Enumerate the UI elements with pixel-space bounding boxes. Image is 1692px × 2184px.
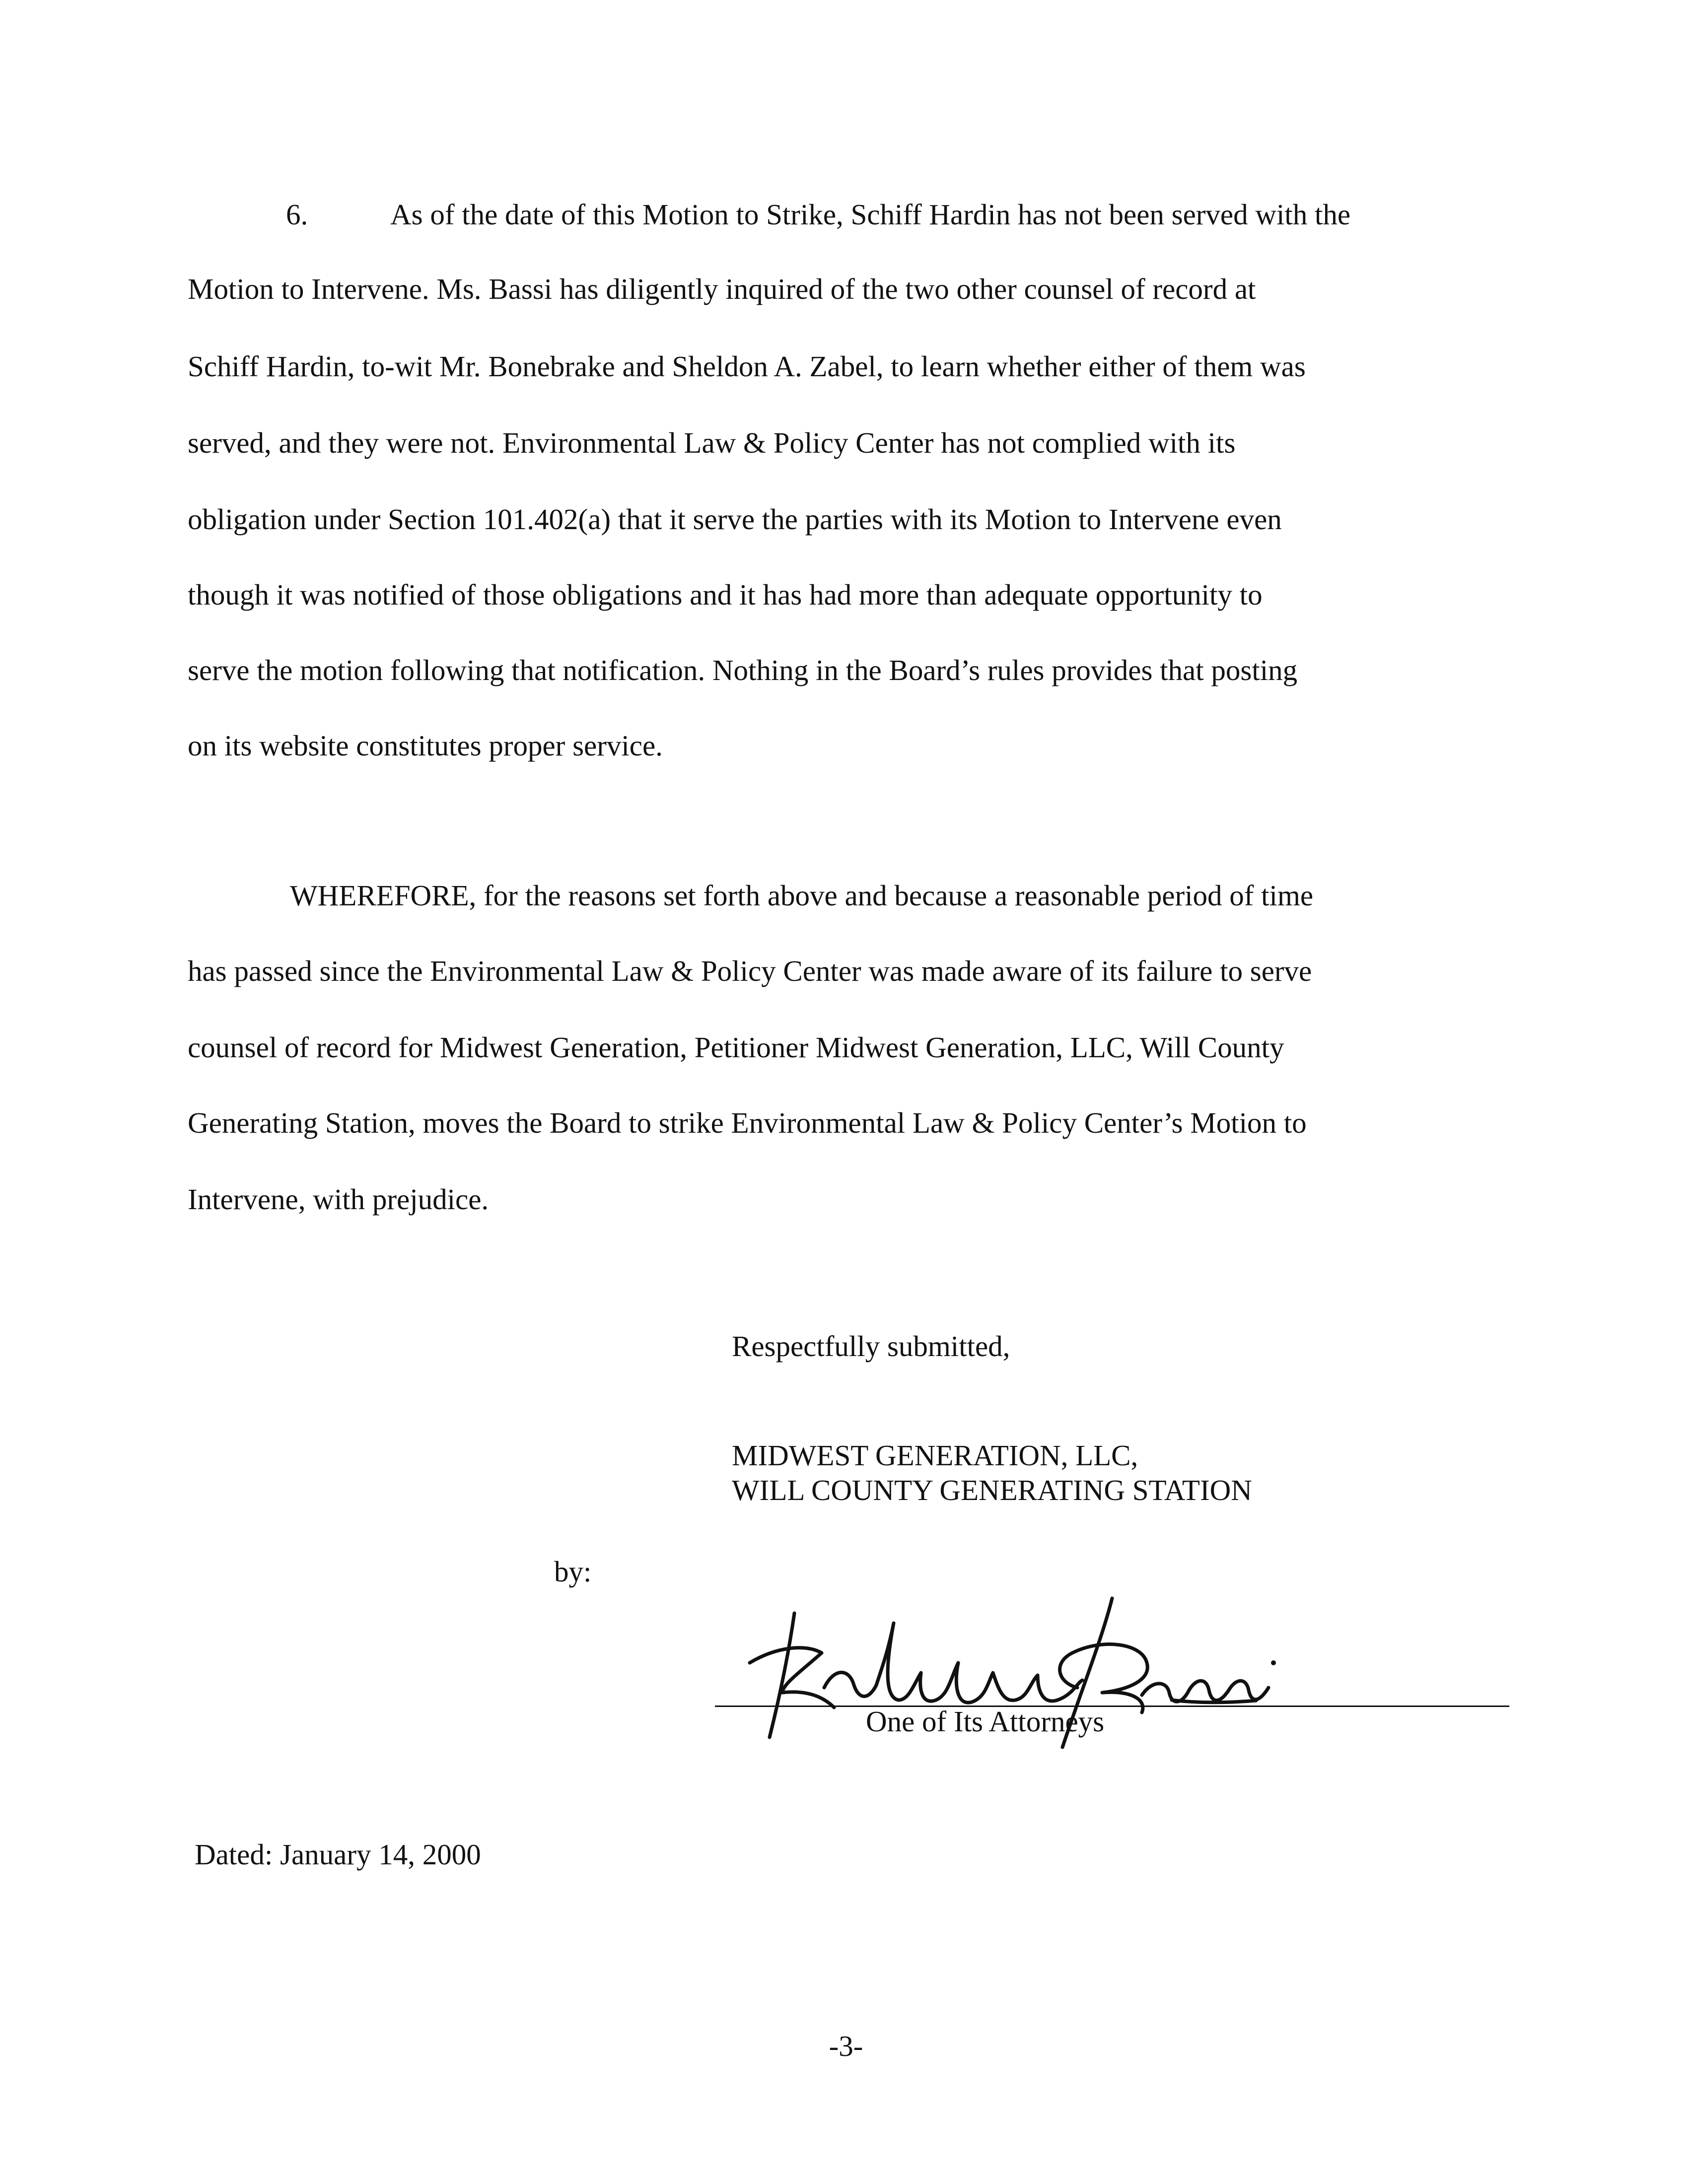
- wherefore-line: WHEREFORE, for the reasons set forth above and because a reasonable period of time: [290, 879, 1314, 912]
- signature-line: [715, 1706, 1509, 1707]
- wherefore-line: has passed since the Environmental Law & Policy Center was made aware of its failure to serve: [188, 955, 1312, 987]
- closing-text: Respectfully submitted,: [732, 1330, 1010, 1363]
- wherefore-line: Generating Station, moves the Board to strike Environmental Law & Policy Center’s Motion to: [188, 1106, 1307, 1139]
- date-line: Dated: January 14, 2000: [195, 1838, 481, 1871]
- wherefore-line: counsel of record for Midwest Generation, Petitioner Midwest Generation, LLC, Will County: [188, 1031, 1284, 1064]
- party-name-line-1: MIDWEST GENERATION, LLC,: [732, 1439, 1138, 1472]
- page-number: -3-: [829, 2030, 863, 2062]
- paragraph-number: 6.: [286, 198, 308, 231]
- paragraph-line: on its website constitutes proper service.: [188, 729, 663, 762]
- paragraph-line: serve the motion following that notification. Nothing in the Board’s rules provides that posting: [188, 654, 1298, 686]
- paragraph-line: served, and they were not. Environmental Law & Policy Center has not complied with its: [188, 426, 1236, 459]
- paragraph-line: Motion to Intervene. Ms. Bassi has diligently inquired of the two other counsel of record at: [188, 273, 1256, 305]
- by-label: by:: [554, 1555, 592, 1588]
- paragraph-line: As of the date of this Motion to Strike, Schiff Hardin has not been served with the: [390, 198, 1351, 231]
- party-name-line-2: WILL COUNTY GENERATING STATION: [732, 1474, 1252, 1506]
- wherefore-line: Intervene, with prejudice.: [188, 1183, 489, 1216]
- paragraph-line: obligation under Section 101.402(a) that it serve the parties with its Motion to Intervene even: [188, 503, 1282, 536]
- paragraph-line: Schiff Hardin, to-wit Mr. Bonebrake and Sheldon A. Zabel, to learn whether either of them was: [188, 350, 1306, 383]
- signer-role: One of Its Attorneys: [866, 1705, 1105, 1738]
- paragraph-line: though it was notified of those obligations and it has had more than adequate opportunity to: [188, 578, 1263, 611]
